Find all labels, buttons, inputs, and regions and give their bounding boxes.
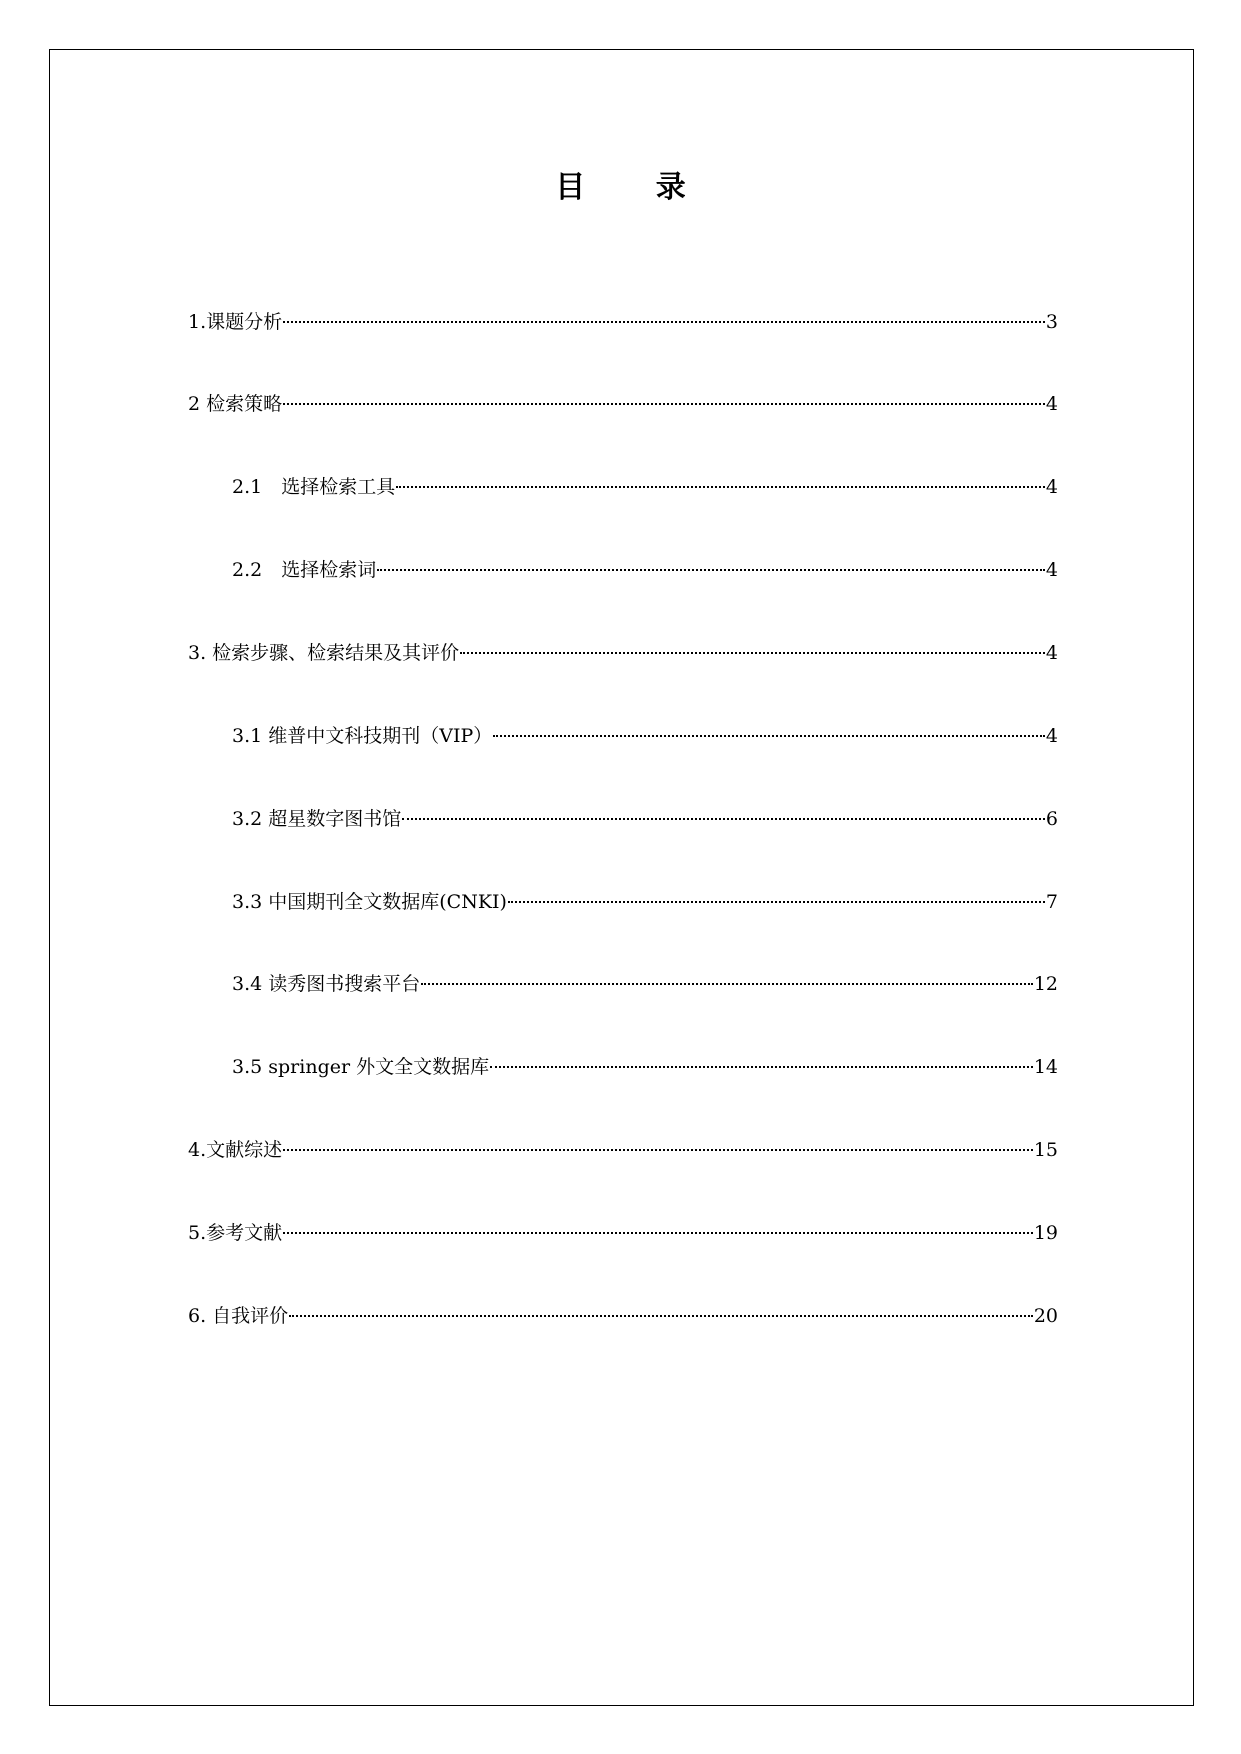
toc-entry-4[interactable] — [188, 1135, 1058, 1165]
toc-dot-leader — [377, 569, 1045, 571]
toc-entry-3-4[interactable] — [232, 969, 1058, 999]
toc-entry-label: 3.4 读秀图书搜索平台 — [232, 973, 421, 995]
toc-entry-label: 1.课题分析 — [188, 311, 283, 333]
toc-dot-leader — [283, 321, 1045, 323]
toc-page-number: 4 — [1045, 725, 1058, 747]
toc-entry-label: 5.参考文献 — [188, 1222, 283, 1244]
toc-dot-leader — [460, 652, 1045, 654]
toc-entry-label: 6. 自我评价 — [188, 1305, 289, 1327]
page-border — [49, 49, 1194, 1706]
toc-dot-leader — [493, 735, 1045, 737]
toc-page-number: 15 — [1033, 1139, 1058, 1161]
toc-page-number: 4 — [1045, 393, 1058, 415]
toc-dot-leader — [289, 1315, 1033, 1317]
toc-entry-label: 2.1 选择检索工具 — [232, 476, 396, 498]
toc-entry-2[interactable] — [188, 389, 1058, 419]
toc-entry-1[interactable] — [188, 307, 1058, 337]
toc-page-number: 20 — [1033, 1305, 1058, 1327]
toc-page-number: 4 — [1045, 559, 1058, 581]
toc-page-number: 12 — [1033, 973, 1058, 995]
toc-dot-leader — [402, 818, 1045, 820]
toc-entry-6[interactable] — [188, 1301, 1058, 1331]
page-title: 目 录 — [555, 170, 716, 205]
toc-entry-label: 3.5 springer 外文全文数据库 — [232, 1056, 490, 1078]
toc-dot-leader — [283, 1149, 1033, 1151]
toc-entry-label: 3.1 维普中文科技期刊（VIP） — [232, 725, 493, 747]
toc-page-number: 4 — [1045, 642, 1058, 664]
toc-dot-leader — [283, 403, 1045, 405]
toc-dot-leader — [508, 901, 1045, 903]
toc-page-number: 14 — [1033, 1056, 1058, 1078]
toc-entry-2-1[interactable] — [232, 472, 1058, 502]
toc-dot-leader — [421, 983, 1033, 985]
toc-entry-3-5[interactable] — [232, 1052, 1058, 1082]
toc-dot-leader — [490, 1066, 1033, 1068]
toc-entry-label: 3.2 超星数字图书馆 — [232, 808, 402, 830]
toc-dot-leader — [283, 1232, 1033, 1234]
toc-entry-3-2[interactable] — [232, 804, 1058, 834]
toc-entry-label: 3. 检索步骤、检索结果及其评价 — [188, 642, 460, 664]
toc-page-number: 7 — [1045, 891, 1058, 913]
toc-entry-3-3[interactable] — [232, 887, 1058, 917]
toc-page-number: 3 — [1045, 311, 1058, 333]
toc-entry-3-1[interactable] — [232, 721, 1058, 751]
toc-entry-5[interactable] — [188, 1218, 1058, 1248]
toc-entry-label: 2.2 选择检索词 — [232, 559, 377, 581]
toc-entry-3[interactable] — [188, 638, 1058, 668]
toc-entry-label: 4.文献综述 — [188, 1139, 283, 1161]
toc-page-number: 19 — [1033, 1222, 1058, 1244]
toc-entry-label: 2 检索策略 — [188, 393, 283, 415]
toc-dot-leader — [396, 486, 1045, 488]
toc-entry-label: 3.3 中国期刊全文数据库(CNKI) — [232, 891, 507, 913]
toc-page-number: 6 — [1045, 808, 1058, 830]
toc-page-number: 4 — [1045, 476, 1058, 498]
toc-entry-2-2[interactable] — [232, 555, 1058, 585]
